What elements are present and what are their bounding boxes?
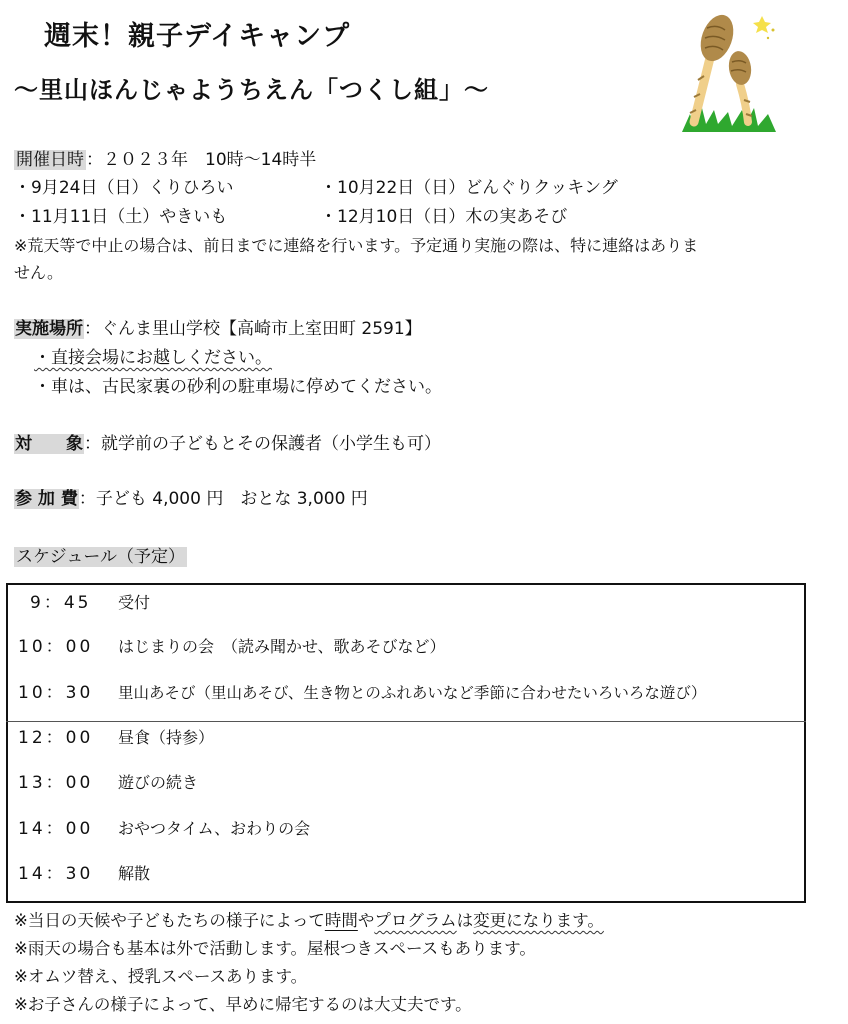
schedule-desc: 解散 <box>118 864 151 883</box>
schedule-desc: はじまりの会 （読み聞かせ、歌あそびなど） <box>118 637 446 656</box>
schedule-row <box>18 859 150 884</box>
date-item: ・12月10日（日）木の実あそび <box>320 207 568 227</box>
venue-bullet-direct: ・直接会場にお越しください。 <box>34 348 272 368</box>
date-item: ・11月11日（土）やきいも <box>14 207 228 227</box>
target-value: ：就学前の子どもとその保護者（小学生も可） <box>84 434 441 454</box>
note-rain: ※雨天の場合も基本は外で活動します。屋根つきスペースもあります。 <box>14 939 536 958</box>
note-early-leave: ※お子さんの様子によって、早めに帰宅するのは大丈夫です。 <box>14 995 472 1014</box>
schedule-row <box>18 723 214 748</box>
venue-label: 実施場所 <box>15 319 83 339</box>
schedule-row <box>30 588 150 613</box>
schedule-time: 12：00 <box>18 728 94 748</box>
page-subtitle: ～里山ほんじゃようちえん「つくし組」～ <box>14 76 489 104</box>
schedule-desc: 昼食（持参） <box>118 728 215 747</box>
fee-value: ：子ども 4,000 円 おとな 3,000 円 <box>78 489 368 509</box>
schedule-row <box>18 678 706 703</box>
target-label: 対 象 <box>15 434 83 454</box>
cancel-note-cont: せん。 <box>14 263 63 282</box>
date-item: ・9月24日（日）くりひろい <box>14 178 234 198</box>
schedule-time: 10：00 <box>18 637 94 657</box>
schedule-row <box>18 632 446 657</box>
schedule-time: 14：00 <box>18 819 94 839</box>
schedule-desc: おやつタイム、おわりの会 <box>118 819 311 838</box>
venue-bullet-parking: ・車は、古民家裏の砂利の駐車場に停めてください。 <box>34 377 442 397</box>
venue-value: ：ぐんま里山学校【高崎市上室田町 2591】 <box>84 319 422 339</box>
schedule-desc: 遊びの続き <box>118 773 199 792</box>
note-diaper: ※オムツ替え、授乳スペースあります。 <box>14 967 308 986</box>
target-line <box>14 433 441 455</box>
schedule-divider <box>6 721 806 722</box>
venue-line <box>14 318 422 340</box>
schedule-desc: 里山あそび（里山あそび、生き物とのふれあいなど季節に合わせたいろいろな遊び） <box>118 684 707 702</box>
dates-label: 開催日時 <box>16 150 84 170</box>
schedule-desc: 受付 <box>118 593 151 612</box>
schedule-row <box>18 768 198 793</box>
dates-summary: ：２０２３年 10時～14時半 <box>86 150 317 170</box>
schedule-time: 9：45 <box>30 593 92 613</box>
fee-label: 参 加 費 <box>15 489 78 509</box>
schedule-time: 10：30 <box>18 683 94 703</box>
page-title: 週末！親子デイキャンプ <box>44 21 351 52</box>
schedule-time: 14：30 <box>18 864 94 884</box>
tsukushi-icon <box>680 10 780 135</box>
date-item: ・10月22日（日）どんぐりクッキング <box>320 178 618 198</box>
schedule-time: 13：00 <box>18 773 94 793</box>
fee-line <box>14 488 368 510</box>
note-weather: ※当日の天候や子どもたちの様子によって時間やプログラムは変更になります。 <box>14 911 604 930</box>
dates-line <box>14 149 316 171</box>
cancel-note: ※荒天等で中止の場合は、前日までに連絡を行います。予定通り実施の際は、特に連絡はありま <box>14 236 699 255</box>
schedule-heading: スケジュール（予定） <box>16 547 185 567</box>
schedule-row <box>18 814 310 839</box>
